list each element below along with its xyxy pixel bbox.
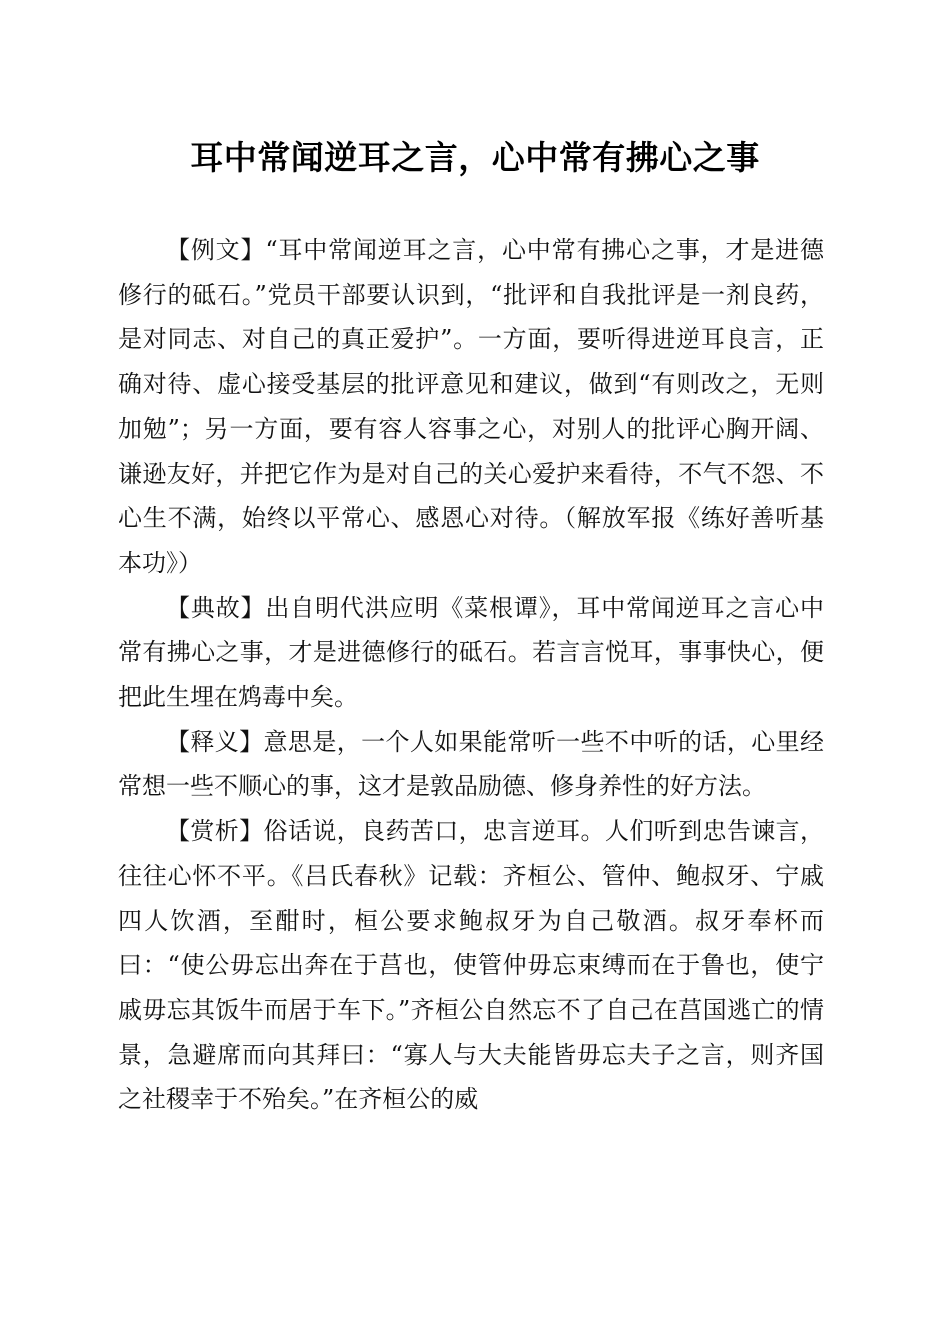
paragraph-tag: 【释义】 (166, 727, 264, 756)
paragraph-text: 意思是，一个人如果能常听一些不中听的话，心里经常想一些不顺心的事，这才是敦品励德、修身养性的好方法。 (118, 727, 825, 801)
document-body (118, 228, 824, 1122)
document-title: 耳中常闻逆耳之言，心中常有拂心之事 (190, 138, 760, 177)
paragraph-text: “耳中常闻逆耳之言，心中常有拂心之事，才是进德修行的砥石。”党员干部要认识到，“批评和自我批评是一剂良药，是对同志、对自己的真正爱护”。一方面，要听得进逆耳良言，正确对待、虚心接受基层的批评意见和建议，做到“有则改之，无则加勉”；另一方面，要有容人容事之心，对别人的批评心胸开阔、谦逊友好，并把它作为是对自己的关心爱护来看待，不气不怨、不心生不满，始终以平常心、感恩心对待。（解放军报《练好善听基本功》） (118, 236, 824, 577)
paragraph-meaning (118, 720, 824, 809)
paragraph-tag: 【典故】 (166, 593, 266, 622)
paragraph-tag: 【例文】 (166, 236, 266, 264)
paragraph-allusion (118, 586, 824, 720)
paragraph-text: 出自明代洪应明《菜根谭》，耳中常闻逆耳之言心中常有拂心之事，才是进德修行的砥石。若言言悦耳，事事快心，便把此生埋在鸩毒中矣。 (118, 593, 825, 712)
paragraph-tag: 【赏析】 (166, 817, 264, 846)
paragraph-example (118, 228, 824, 586)
paragraph-analysis (118, 809, 824, 1122)
paragraph-text: 俗话说，良药苦口，忠言逆耳。人们听到忠告谏言，往往心怀不平。《吕氏春秋》记载：齐桓公、管仲、鲍叔牙、宁戚四人饮酒，至酣时，桓公要求鲍叔牙为自己敬酒。叔牙奉杯而曰：“使公毋忘出奔在于莒也，使管仲毋忘束缚而在于鲁也，使宁戚毋忘其饭牛而居于车下。”齐桓公自然忘不了自己在莒国逃亡的情景，急避席而向其拜曰：“寡人与大夫能皆毋忘夫子之言，则齐国之社稷幸于不殆矣。”在齐桓公的威 (118, 817, 825, 1114)
